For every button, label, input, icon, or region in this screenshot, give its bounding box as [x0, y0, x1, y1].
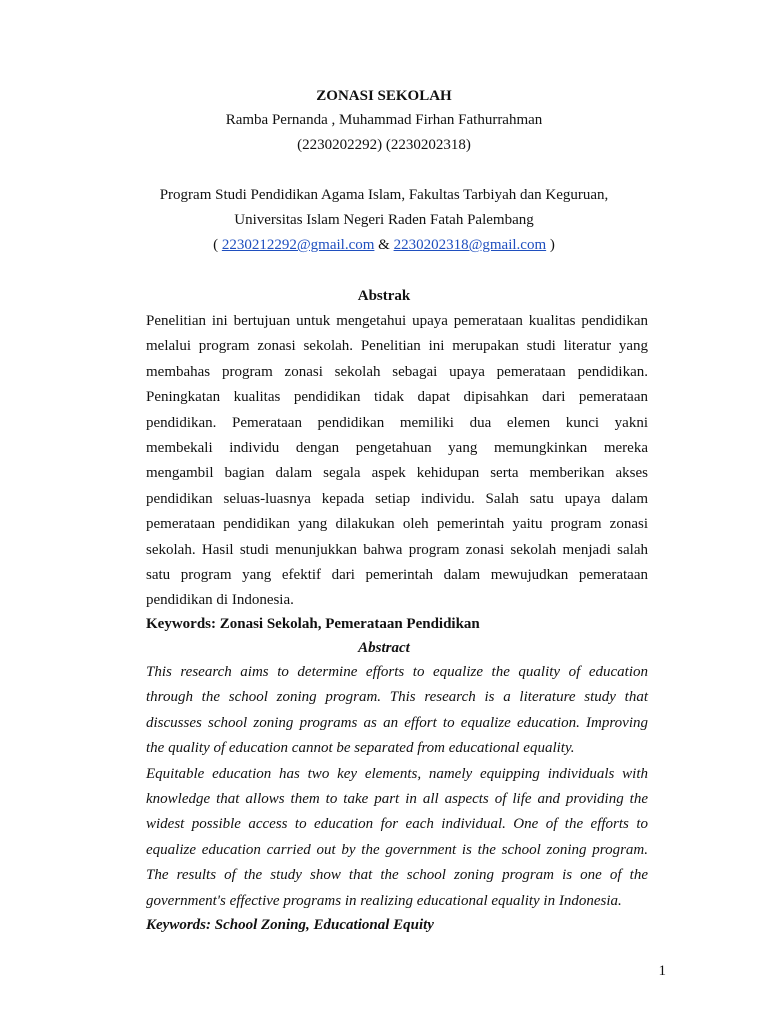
abstrak-body [146, 309, 648, 614]
paragraph-line: pendidikan. Pemerataan pendidikan memiliki dua elemen kunci yakni [146, 414, 648, 431]
abstrak-keywords: Keywords: Zonasi Sekolah, Pemerataan Pendidikan [146, 616, 480, 632]
paper-title: ZONASI SEKOLAH [316, 88, 452, 104]
paragraph-line: through the school zoning program. This research is a literature study that [146, 689, 648, 706]
abstract-heading: Abstract [358, 640, 410, 656]
student-ids: (2230202292) (2230202318) [297, 137, 471, 153]
email-close-paren: ) [546, 237, 555, 253]
paragraph-line: equalize education carried out by the government is the school zoning program. [146, 841, 648, 858]
paragraph-line: pemerataan pendidikan yang dilakukan oleh pemerintah yaitu program zonasi [146, 516, 648, 533]
paragraph-line: Peningkatan kualitas pendidikan tidak dapat dipisahkan dari pemerataan [146, 389, 648, 406]
paragraph-line: knowledge that allows them to take part in all aspects of life and providing the [146, 790, 648, 807]
paragraph-line: pendidikan di Indonesia. [146, 592, 294, 609]
email-line [0, 233, 768, 258]
abstract-keywords: Keywords: School Zoning, Educational Equity [146, 917, 434, 933]
paragraph-line: Penelitian ini bertujuan untuk mengetahui upaya pemerataan kualitas pendidikan [146, 313, 648, 329]
email-ampersand: & [374, 237, 394, 253]
email-link-2[interactable]: 2230202318@gmail.com [393, 237, 547, 253]
abstrak-heading: Abstrak [357, 288, 411, 304]
paragraph-line: satu program yang efektif dari pemerintah dalam mewujudkan pemerataan [146, 566, 648, 583]
paragraph-line: melalui program zonasi sekolah. Penelitian ini merupakan studi literatur yang [146, 338, 648, 355]
paragraph-line: pendidikan seluas-luasnya kepada setiap individu. Salah satu upaya dalam [146, 490, 648, 507]
paragraph-line: discusses school zoning programs as an effort to equalize education. Improving [146, 714, 648, 731]
email-open-paren: ( [213, 237, 222, 253]
paragraph-line: membekali individu dengan pengetahuan yang memungkinkan mereka [146, 439, 648, 456]
paragraph-line: widest possible access to education for each individual. One of the efforts to [146, 816, 648, 833]
paragraph-line: The results of the study show that the school zoning program is one of the [146, 867, 648, 884]
abstract-body [146, 660, 648, 914]
page-number: 1 [658, 963, 666, 979]
paragraph-line: This research aims to determine efforts to equalize the quality of education [146, 664, 648, 680]
author-names: Ramba Pernanda , Muhammad Firhan Fathurrahman [225, 112, 543, 128]
email-link-1[interactable]: 2230212292@gmail.com [221, 237, 375, 253]
paragraph-line: membahas program zonasi sekolah sebagai upaya pemerataan pendidikan. [146, 363, 648, 380]
affiliation-university: Universitas Islam Negeri Raden Fatah Palembang [234, 212, 534, 228]
paragraph-line: Equitable education has two key elements, namely equipping individuals with [146, 765, 648, 782]
paragraph-line: the quality of education cannot be separated from educational equality. [146, 740, 575, 757]
affiliation-program: Program Studi Pendidikan Agama Islam, Fakultas Tarbiyah dan Keguruan, [159, 187, 609, 203]
paragraph-line: mengambil bagian dalam segala aspek kehidupan serta memberikan akses [146, 465, 648, 482]
paragraph-line: government's effective programs in realizing educational equality in Indonesia. [146, 892, 622, 909]
paragraph-line: sekolah. Hasil studi menunjukkan bahwa program zonasi sekolah menjadi salah [146, 541, 648, 558]
